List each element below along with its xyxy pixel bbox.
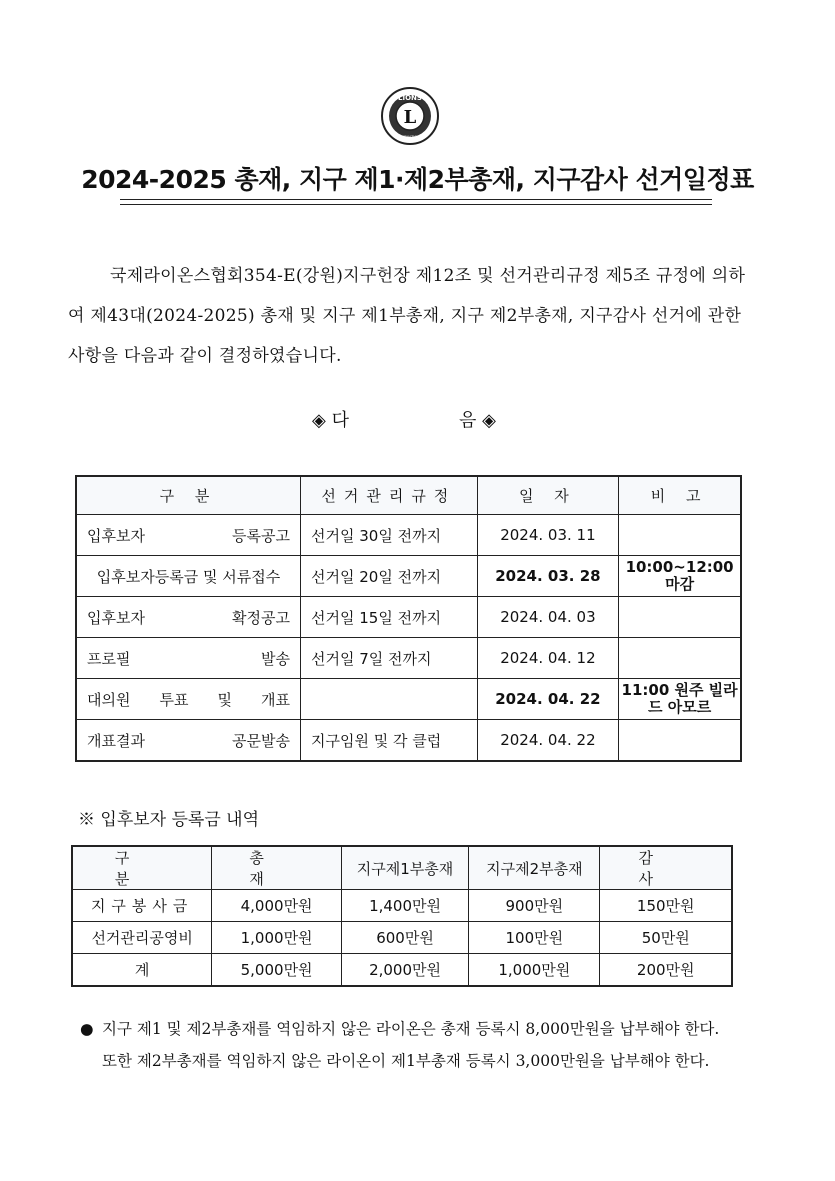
row-value: 200만원	[600, 954, 732, 987]
row-category: 입후보자 확정공고	[76, 597, 301, 638]
row-rule: 선거일 15일 전까지	[301, 597, 478, 638]
section-marker-right: 음 ◈	[459, 410, 496, 431]
row-note	[619, 638, 741, 679]
row-date: 2024. 04. 22	[477, 720, 619, 762]
row-note	[619, 597, 741, 638]
row-value: 100만원	[469, 922, 600, 954]
fees-table	[71, 845, 733, 987]
row-rule: 선거일 7일 전까지	[301, 638, 478, 679]
row-value: 150만원	[600, 890, 732, 922]
logo-text: LIONS	[398, 94, 422, 102]
row-note	[619, 515, 741, 556]
table-row	[76, 556, 741, 597]
header-governor: 총 재	[212, 846, 342, 890]
row-label: 계	[72, 954, 212, 987]
lions-logo	[380, 86, 440, 146]
table-header-row	[72, 846, 732, 890]
page-title: 2024-2025 총재, 지구 제1·제2부총재, 지구감사 선거일정표	[81, 165, 754, 194]
header-category: 구 분	[76, 476, 301, 515]
row-category: 개표결과 공문발송	[76, 720, 301, 762]
fees-title: ※ 입후보자 등록금 내역	[78, 810, 260, 830]
header-auditor: 감 사	[600, 846, 732, 890]
header-first-vice: 지구제1부총재	[341, 846, 468, 890]
row-note: 11:00 원주 빌라드 아모르	[619, 679, 741, 720]
title-underline-2	[120, 204, 712, 205]
logo-subtext: INTERNATIONAL	[395, 135, 425, 139]
header-rule: 선거관리규정	[301, 476, 478, 515]
title-underline	[120, 199, 712, 200]
row-date: 2024. 03. 11	[477, 515, 619, 556]
schedule-table	[75, 475, 742, 762]
row-category: 프로필 발송	[76, 638, 301, 679]
table-header-row	[76, 476, 741, 515]
intro-paragraph	[68, 256, 758, 376]
row-category: 입후보자 등록공고	[76, 515, 301, 556]
header-category: 구 분	[72, 846, 212, 890]
table-row	[76, 638, 741, 679]
logo-letter: L	[403, 107, 417, 128]
table-row	[76, 597, 741, 638]
footnote	[80, 1013, 720, 1077]
row-rule: 선거일 30일 전까지	[301, 515, 478, 556]
row-date: 2024. 03. 28	[477, 556, 619, 597]
table-row	[72, 890, 732, 922]
row-value: 2,000만원	[341, 954, 468, 987]
row-date: 2024. 04. 22	[477, 679, 619, 720]
row-note: 10:00~12:00 마감	[619, 556, 741, 597]
header-note: 비 고	[619, 476, 741, 515]
table-row	[72, 922, 732, 954]
intro-text: 국제라이온스협회354-E(강원)지구헌장 제12조 및 선거관리규정 제5조 규정에 의하여 제43대(2024-2025) 총재 및 지구 제1부총재, 지구 제2부총재, 지구감사 선거에 관한 사항을 다음과 같이 결정하였습니다.	[68, 266, 746, 366]
row-rule: 선거일 20일 전까지	[301, 556, 478, 597]
row-value: 1,000만원	[212, 922, 342, 954]
header-second-vice: 지구제2부총재	[469, 846, 600, 890]
row-value: 600만원	[341, 922, 468, 954]
table-row	[76, 679, 741, 720]
table-row	[76, 720, 741, 762]
section-marker-left: ◈ 다	[312, 410, 349, 431]
row-value: 5,000만원	[212, 954, 342, 987]
row-rule	[301, 679, 478, 720]
row-rule: 지구임원 및 각 클럽	[301, 720, 478, 762]
row-value: 50만원	[600, 922, 732, 954]
table-row	[76, 515, 741, 556]
row-category: 대의원 투표 및 개표	[76, 679, 301, 720]
row-label: 선거관리공영비	[72, 922, 212, 954]
row-value: 900만원	[469, 890, 600, 922]
header-date: 일 자	[477, 476, 619, 515]
row-date: 2024. 04. 03	[477, 597, 619, 638]
table-row	[72, 954, 732, 987]
row-label: 지구봉사금	[72, 890, 212, 922]
row-value: 1,400만원	[341, 890, 468, 922]
row-category: 입후보자등록금 및 서류접수	[76, 556, 301, 597]
bullet-icon: ●	[80, 1020, 94, 1038]
row-note	[619, 720, 741, 762]
row-value: 4,000만원	[212, 890, 342, 922]
row-date: 2024. 04. 12	[477, 638, 619, 679]
row-value: 1,000만원	[469, 954, 600, 987]
footnote-text: 지구 제1 및 제2부총재를 역임하지 않은 라이온은 총재 등록시 8,000만원을 납부해야 한다. 또한 제2부총재를 역임하지 않은 라이온이 제1부총재 등록시 3,000만원을 납부해야 한다.	[102, 1020, 720, 1070]
